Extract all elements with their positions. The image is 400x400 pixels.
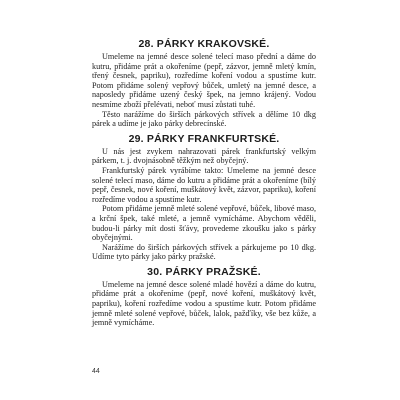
text-column (92, 38, 316, 328)
recipe-title: 29. PÁRKY FRANKFURTSKÉ. (128, 132, 280, 145)
recipe-28 (92, 38, 316, 129)
recipe-29 (92, 133, 316, 262)
recipe-title: 30. PÁRKY PRAŽSKÉ. (147, 265, 261, 278)
recipe-paragraph: Potom přidáme jemně mleté solené vepřové, bůček, libové maso, a krční špek, také mleté, a jemně vymícháme. Abychom věděli, budou-li párky mít dosti šťávy, provedeme zkoušku jako s párky obyčejnými. (92, 204, 316, 243)
recipe-paragraph: Těsto narážíme do širších párkových střívek a dělíme 10 dkg párek a udíme je jako párky debrecínské. (92, 109, 316, 129)
page-number: 44 (92, 368, 100, 375)
recipe-paragraph: Frankfurtský párek vyrábíme takto: Umeleme na jemné desce solené telecí maso, dáme do kutru a přidáme prát a okořeníme (bílý pepř, česnek, nové koření, muškátový květ, zázvor, papriku), koření rozředíme vodou a spustíme kutr. (92, 165, 316, 204)
recipe-paragraph: Umeleme na jemné desce solené mladé hovězí a dáme do kutru, přidáme prát a okořeníme (pepř, nové koření, muškátový květ, papriku), koření rozředíme vodou a spustíme kutr. Potom přidáme jemně mleté solené vepřové, bůček, lalok, pažďíky, vše bez kůže, a jemně vymícháme. (92, 279, 316, 328)
recipe-title: 28. PÁRKY KRAKOVSKÉ. (138, 38, 270, 50)
recipe-30 (92, 266, 316, 328)
recipe-paragraph: Umeleme na jemné desce solené telecí maso přední a dáme do kutru, přidáme prát a okořeníme (pepř, zázvor, jemně mletý kmín, třený česnek, papriku), rozředíme koření vodou a spustíme kutr. Potom přidáme solený vepřový bůček, umletý na jemné desce, a naposledy přidáme uzený český špek, na jemno krájený. Vodou nesmíme zboží přelévati, neboť musí zůstati tuhé. (92, 52, 316, 109)
recipe-paragraph: Narážíme do širších párkových střívek a párkujeme po 10 dkg. Udíme tyto párky jako párky pražské. (92, 242, 316, 262)
recipe-paragraph: U nás jest zvykem nahrazovati párek frankfurtský velkým párkem, t. j. dvojnásobně těžkým než obyčejný. (92, 146, 316, 166)
